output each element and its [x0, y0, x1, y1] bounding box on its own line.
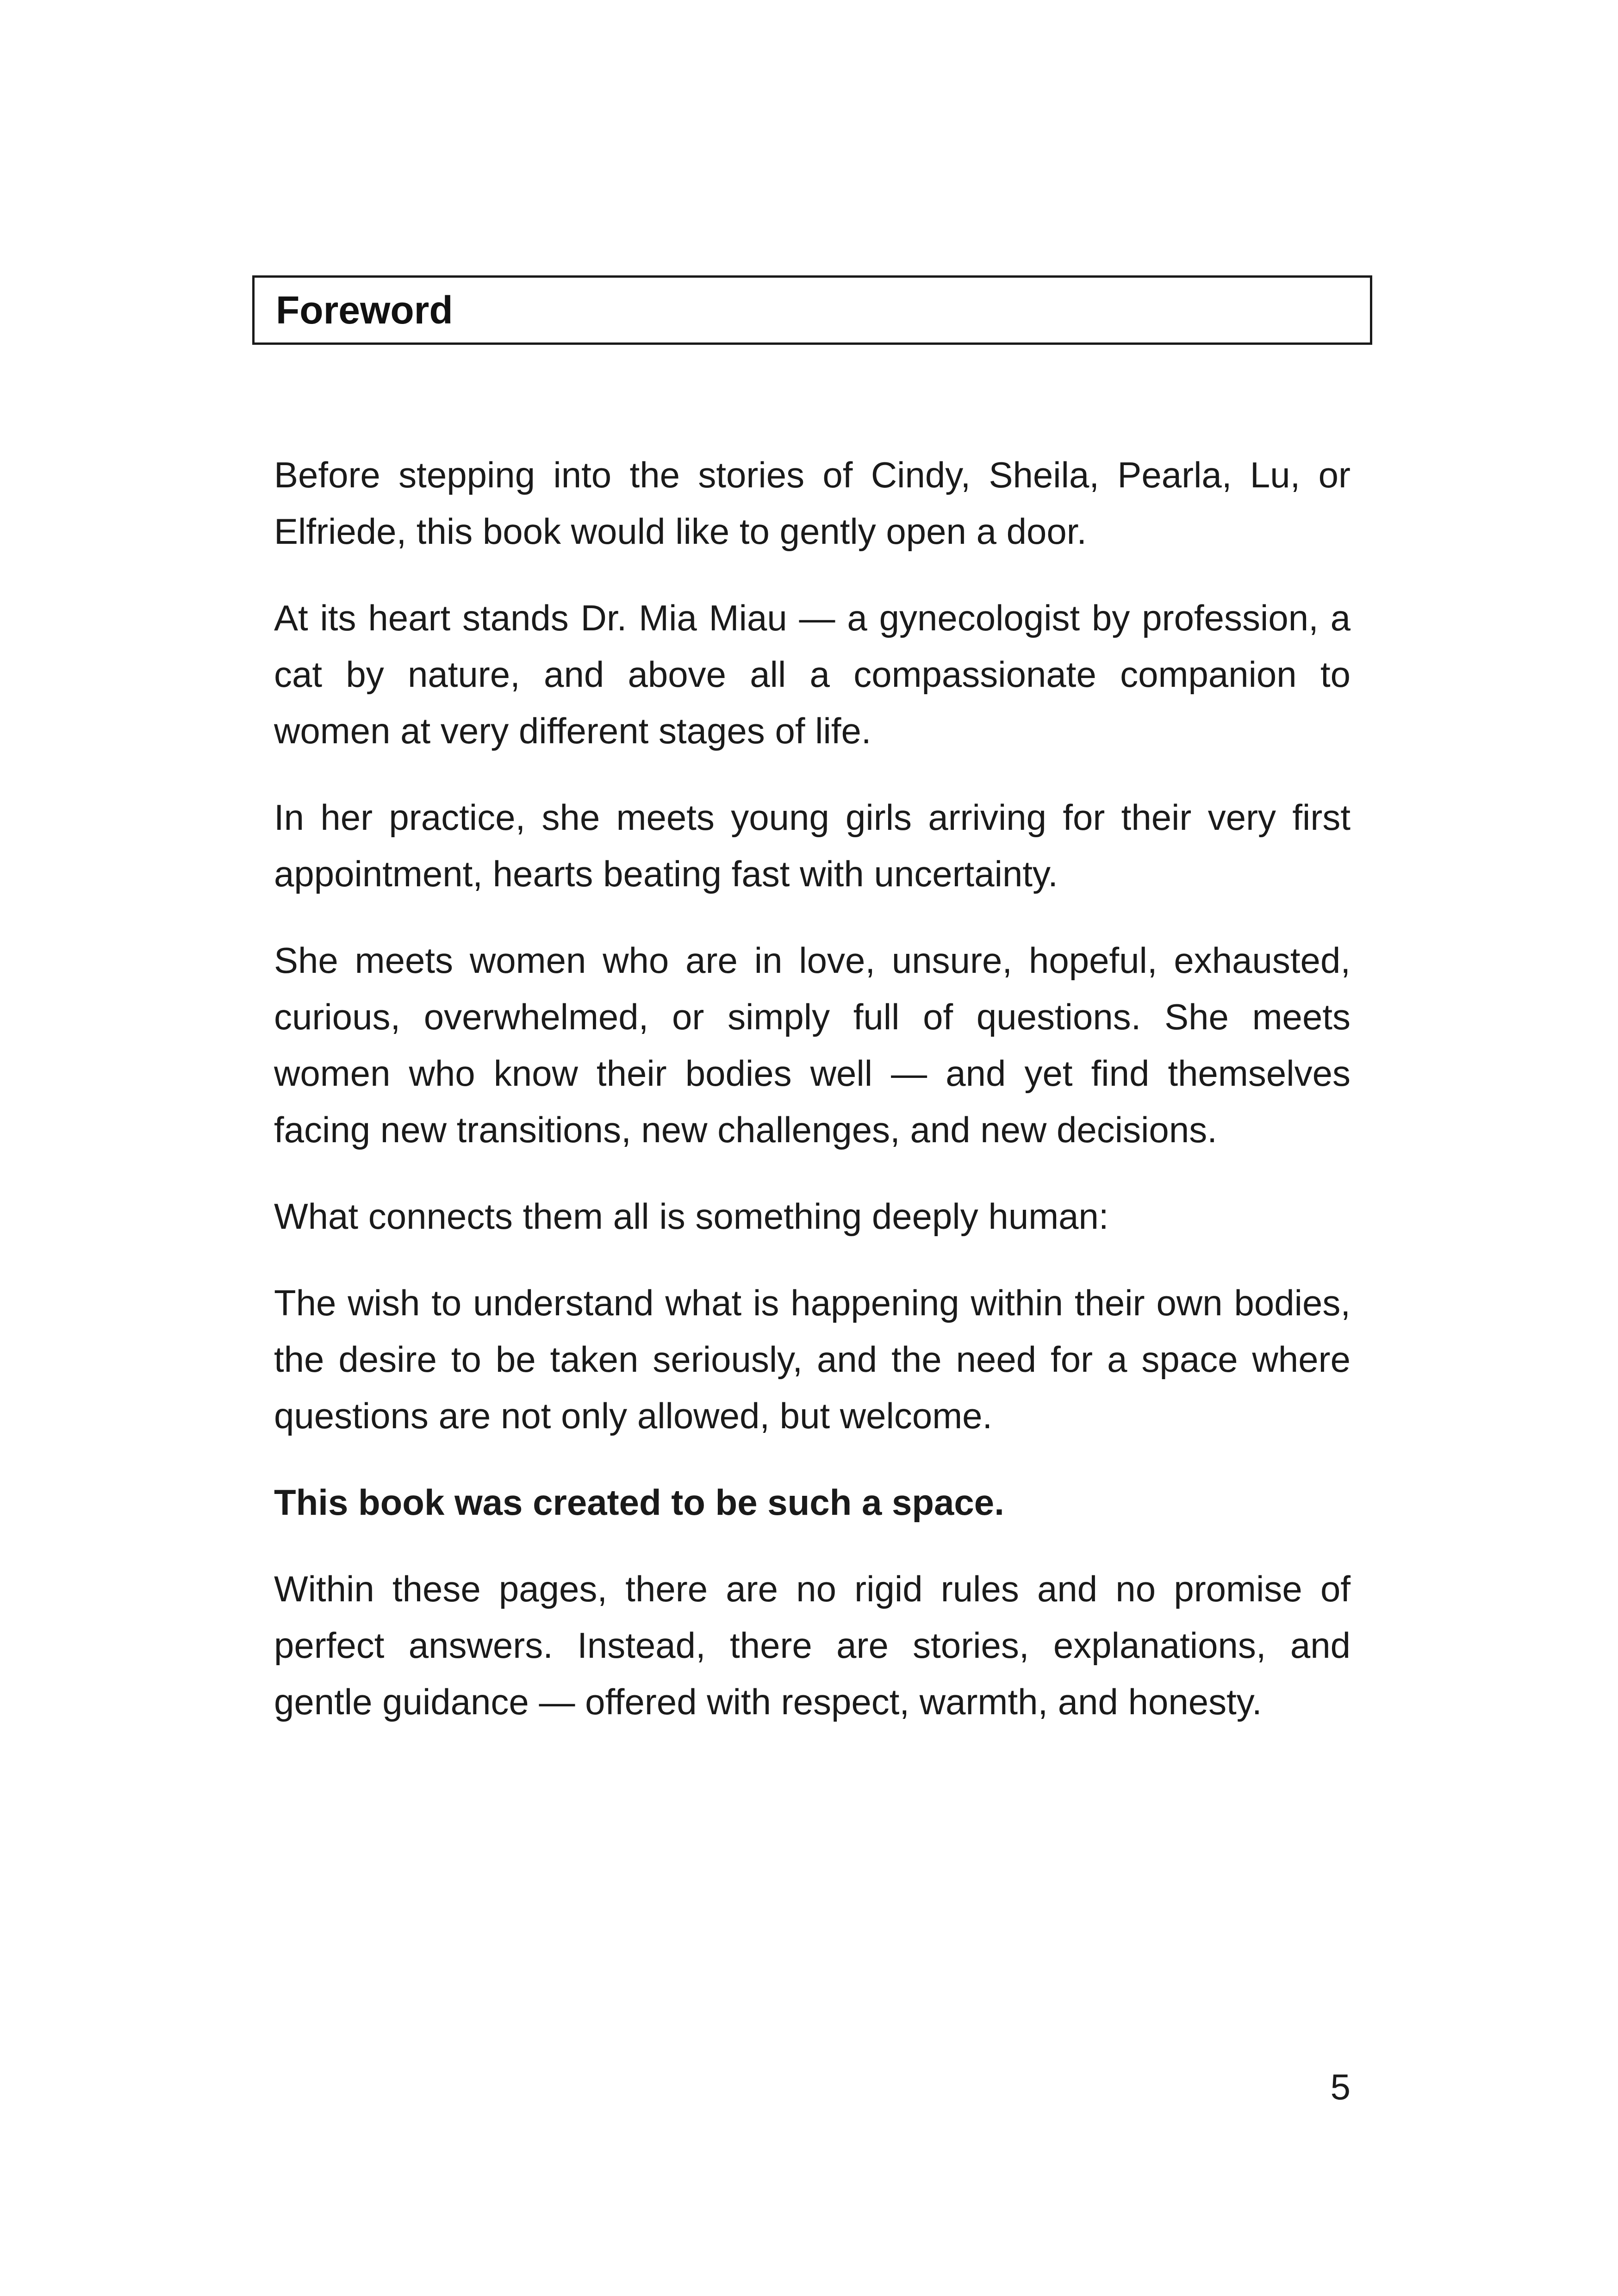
paragraph-women: She meets women who are in love, unsure, hopeful, exhausted, curious, overwhelmed, or simply full of questions. She meets women who know their bodies well — and yet find themselves facing new transitions, new challenges, and new decisions.	[274, 940, 1350, 1150]
paragraph-wish: The wish to understand what is happening within their own bodies, the desire to be taken seriously, and the need for a space where questions are not only allowed, but welcome.	[274, 1282, 1350, 1436]
paragraph-within-pages: Within these pages, there are no rigid rules and no promise of perfect answers. Instead, there are stories, explanations, and gentle guidance — offered with respect, warmth, and honesty.	[274, 1568, 1350, 1722]
page-number: 5	[1330, 2066, 1350, 2107]
foreword-heading-box	[252, 275, 1372, 345]
foreword-body	[274, 447, 1350, 1760]
paragraph-dr-mia-miau: At its heart stands Dr. Mia Miau — a gynecologist by profession, a cat by nature, and above all a compassionate companion to women at very different stages of life.	[274, 597, 1350, 751]
paragraph-purpose-statement: This book was created to be such a space.	[274, 1482, 1004, 1523]
paragraph-connection: What connects them all is something deeply human:	[274, 1196, 1109, 1237]
page-title: Foreword	[276, 288, 453, 332]
paragraph-practice: In her practice, she meets young girls arriving for their very first appointment, hearts beating fast with uncertainty.	[274, 797, 1350, 894]
paragraph-intro: Before stepping into the stories of Cindy, Sheila, Pearla, Lu, or Elfriede, this book would like to gently open a door.	[274, 454, 1350, 552]
